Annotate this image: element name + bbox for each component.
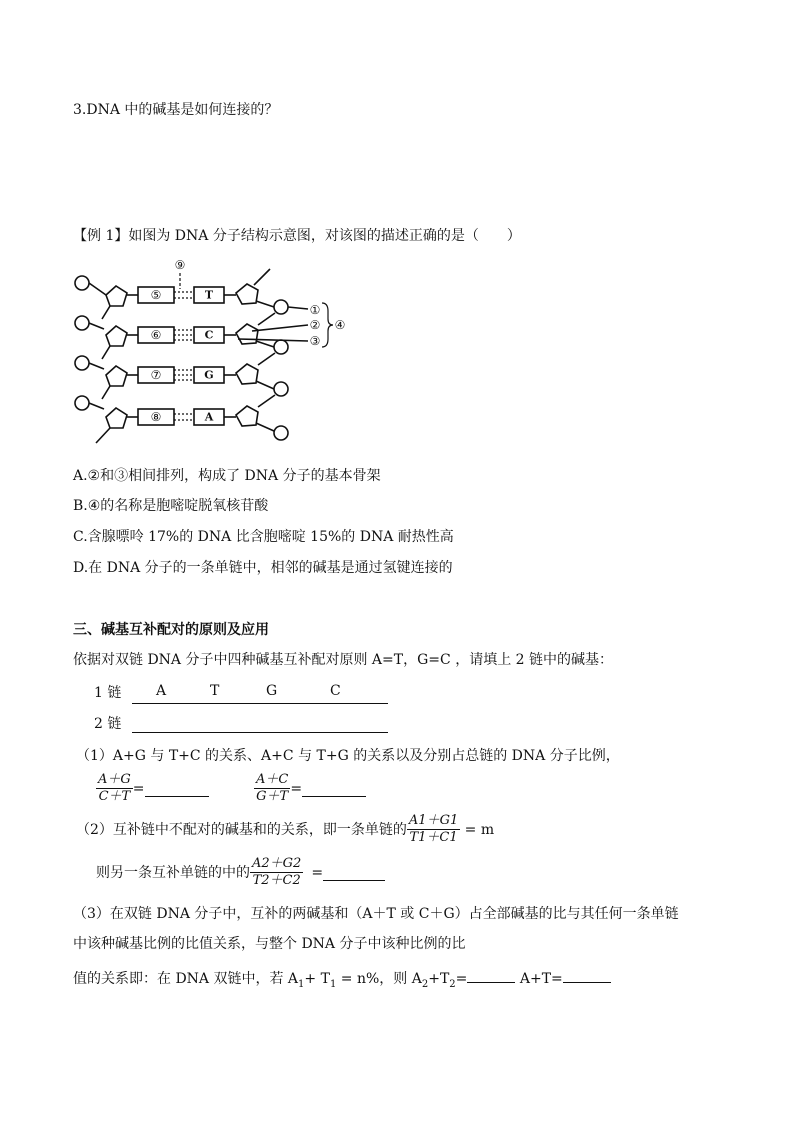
right-base-A: A: [204, 410, 214, 424]
paragraph-3-line-2: 中该种碱基比例的比值关系，与整个 DNA 分子中该种比例的比: [73, 936, 466, 952]
question-3: 3.DNA 中的碱基是如何连接的？: [73, 102, 279, 118]
paragraph-3-line-3: 值的关系即：在 DNA 双链中，若 $A_1+ T_1 = n\%$，则 $A_2+T_2= A+T=$: [73, 966, 611, 995]
chain1-base-4: C: [330, 683, 341, 699]
example-title: 【例 1】如图为 DNA 分子结构示意图，对该图的描述正确的是（ ）: [73, 228, 521, 244]
hydrogen-bonds: [174, 292, 194, 420]
right-backbone: [224, 269, 288, 440]
label-9: ⑨: [174, 258, 186, 272]
option-b: B.④的名称是胞嘧啶脱氧核苷酸: [73, 498, 269, 514]
paragraph-1: （1）A+G 与 T+C 的关系、A+C 与 T+G 的关系以及分别占总链的 DNA 分子比例，: [76, 748, 620, 764]
ratio-1: $\frac{A+G}{C+T}$ =: [96, 772, 209, 805]
option-a: A.②和③相间排列，构成了 DNA 分子的基本骨架: [73, 468, 381, 484]
chain2-answer-blank[interactable]: [132, 714, 388, 733]
ratio-2-blank[interactable]: [302, 780, 366, 797]
section-heading: 三、碱基互补配对的原则及应用: [73, 622, 269, 638]
label-2: ②: [309, 318, 321, 332]
label-4: ④: [334, 318, 346, 332]
fraction-a1g1-t1c1: $\frac{A1+G1}{T1+C1}$: [408, 813, 459, 845]
paragraph-3-line-1: （3）在双链 DNA 分子中，互补的两碱基和（A＋T 或 C＋G）占全部碱基的比与其任何一条单链: [73, 906, 679, 922]
label-3: ③: [309, 334, 321, 348]
dna-structure-diagram: [70, 255, 360, 455]
ratio-2: $\frac{A+C}{G+T}$ =: [254, 772, 366, 805]
chain1-line: [132, 683, 388, 704]
chain1-base-1: A: [156, 683, 167, 699]
option-d: D.在 DNA 分子的一条单链中，相邻的碱基是通过氢键连接的: [73, 560, 453, 576]
chain1-label: 1 链: [94, 685, 122, 701]
right-base-C: C: [204, 328, 214, 342]
ratio-1-blank[interactable]: [145, 780, 209, 797]
right-base-T: T: [204, 288, 214, 302]
left-base-7: ⑦: [150, 368, 162, 382]
section-intro: 依据对双链 DNA 分子中四种碱基互补配对原则 A=T，G=C ，请填上 2 链中的碱基：: [73, 652, 613, 668]
left-backbone: [75, 276, 138, 443]
paragraph-2b: 则另一条互补单链的中的 $\frac{A2+G2}{T2+C2}$ =: [96, 856, 385, 889]
left-base-6: ⑥: [150, 328, 162, 342]
chain1-base-3: G: [266, 683, 278, 699]
left-base-8: ⑧: [150, 410, 162, 424]
label-1: ①: [309, 303, 321, 317]
a2-t2-blank[interactable]: [467, 966, 515, 983]
chain1-base-2: T: [210, 683, 220, 699]
left-base-5: ⑤: [150, 288, 162, 302]
complement-ratio-blank[interactable]: [323, 864, 385, 881]
option-c: C.含腺嘌呤 17%的 DNA 比含胞嘧啶 15%的 DNA 耐热性高: [73, 529, 454, 545]
fraction-ac-gt: $\frac{A+C}{G+T}$: [256, 772, 289, 804]
right-base-G: G: [204, 368, 214, 382]
fraction-a2g2-t2c2: $\frac{A2+G2}{T2+C2}$: [252, 856, 302, 888]
fraction-ag-ct: $\frac{A+G}{C+T}$: [98, 772, 131, 804]
chain2-label: 2 链: [94, 716, 122, 732]
paragraph-2: （2）互补链中不配对的碱基和的关系，即一条单链的 $\frac{A1+G1}{T1+C1}$ = m: [76, 813, 495, 845]
a-t-blank[interactable]: [563, 966, 611, 983]
